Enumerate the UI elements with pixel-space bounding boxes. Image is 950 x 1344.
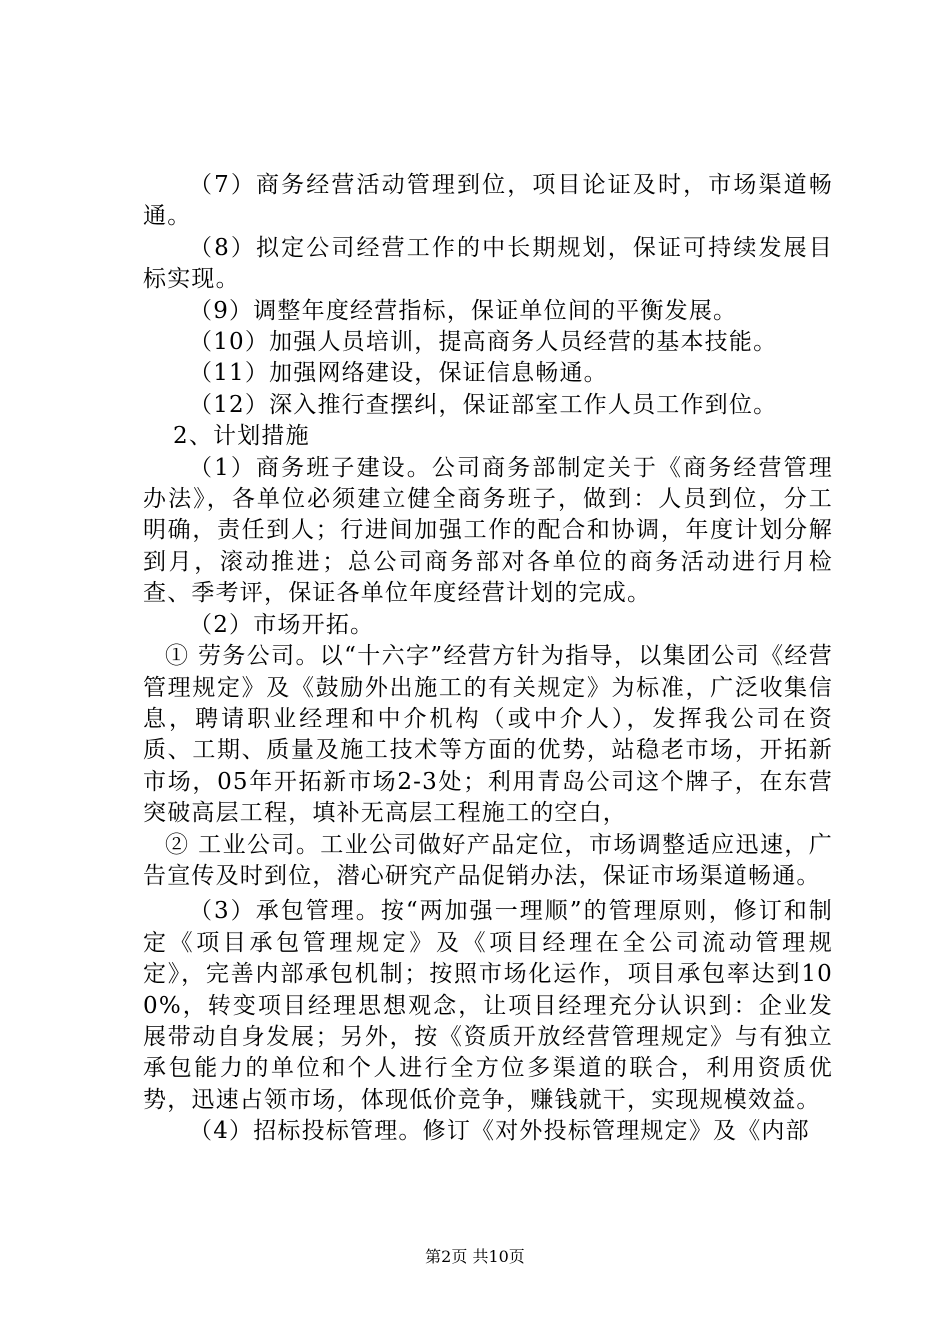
paragraph-item-7: （7）商务经营活动管理到位，项目论证及时，市场渠道畅通。: [143, 172, 833, 230]
paragraph-measure-4: （4）招标投标管理。修订《对外投标管理规定》及《内部: [189, 1118, 810, 1145]
document-body: [143, 170, 833, 1148]
paragraph-measure-3: （3）承包管理。按“两加强一理顺”的管理原则，修订和制定《项目承包管理规定》及《项目经理在全公司流动管理规定》，完善内部承包机制；按照市场化运作，项目承包率达到100%，转变项目经理思想观念，让项目经理充分认识到：企业发展带动自身发展；另外，按《资质开放经营管理规定》与有独立承包能力的单位和个人进行全方位多渠道的联合，利用资质优势，迅速占领市场，体现低价竞争，赚钱就干，实现规模效益。: [143, 898, 833, 1113]
paragraph-item-12: （12）深入推行查摆纠，保证部室工作人员工作到位。: [189, 391, 778, 418]
paragraph-industrial-company: ② 工业公司。工业公司做好产品定位，市场调整适应迅速，广告宣传及时到位，潜心研究产品促销办法，保证市场渠道畅通。: [143, 831, 833, 889]
paragraph-measure-2: （2）市场开拓。: [189, 611, 375, 638]
paragraph-item-9: （9）调整年度经营指标，保证单位间的平衡发展。: [189, 297, 738, 324]
section-heading-plan-measures: 2、计划措施: [173, 423, 310, 450]
paragraph-item-10: （10）加强人员培训，提高商务人员经营的基本技能。: [189, 329, 778, 356]
page-footer: 第2页 共10页: [425, 1247, 525, 1266]
paragraph-item-8: （8）拟定公司经营工作的中长期规划，保证可持续发展目标实现。: [143, 234, 833, 293]
paragraph-measure-1: （1）商务班子建设。公司商务部制定关于《商务经营管理办法》，各单位必须建立健全商务班子，做到：人员到位，分工明确，责任到人；行进间加强工作的配合和协调，年度计划分解到月，滚动推进；总公司商务部对各单位的商务活动进行月检查、季考评，保证各单位年度经营计划的完成。: [143, 454, 833, 607]
paragraph-labor-company: ① 劳务公司。以“十六字”经营方针为指导，以集团公司《经营管理规定》及《鼓励外出施工的有关规定》为标准，广泛收集信息，聘请职业经理和中介机构（或中介人），发挥我公司在资质、工期、质量及施工技术等方面的优势，站稳老市场，开拓新市场，05年开拓新市场2-3处；利用青岛公司这个牌子，在东营突破高层工程，填补无高层工程施工的空白，: [143, 643, 833, 827]
paragraph-item-11: （11）加强网络建设，保证信息畅通。: [189, 360, 608, 387]
